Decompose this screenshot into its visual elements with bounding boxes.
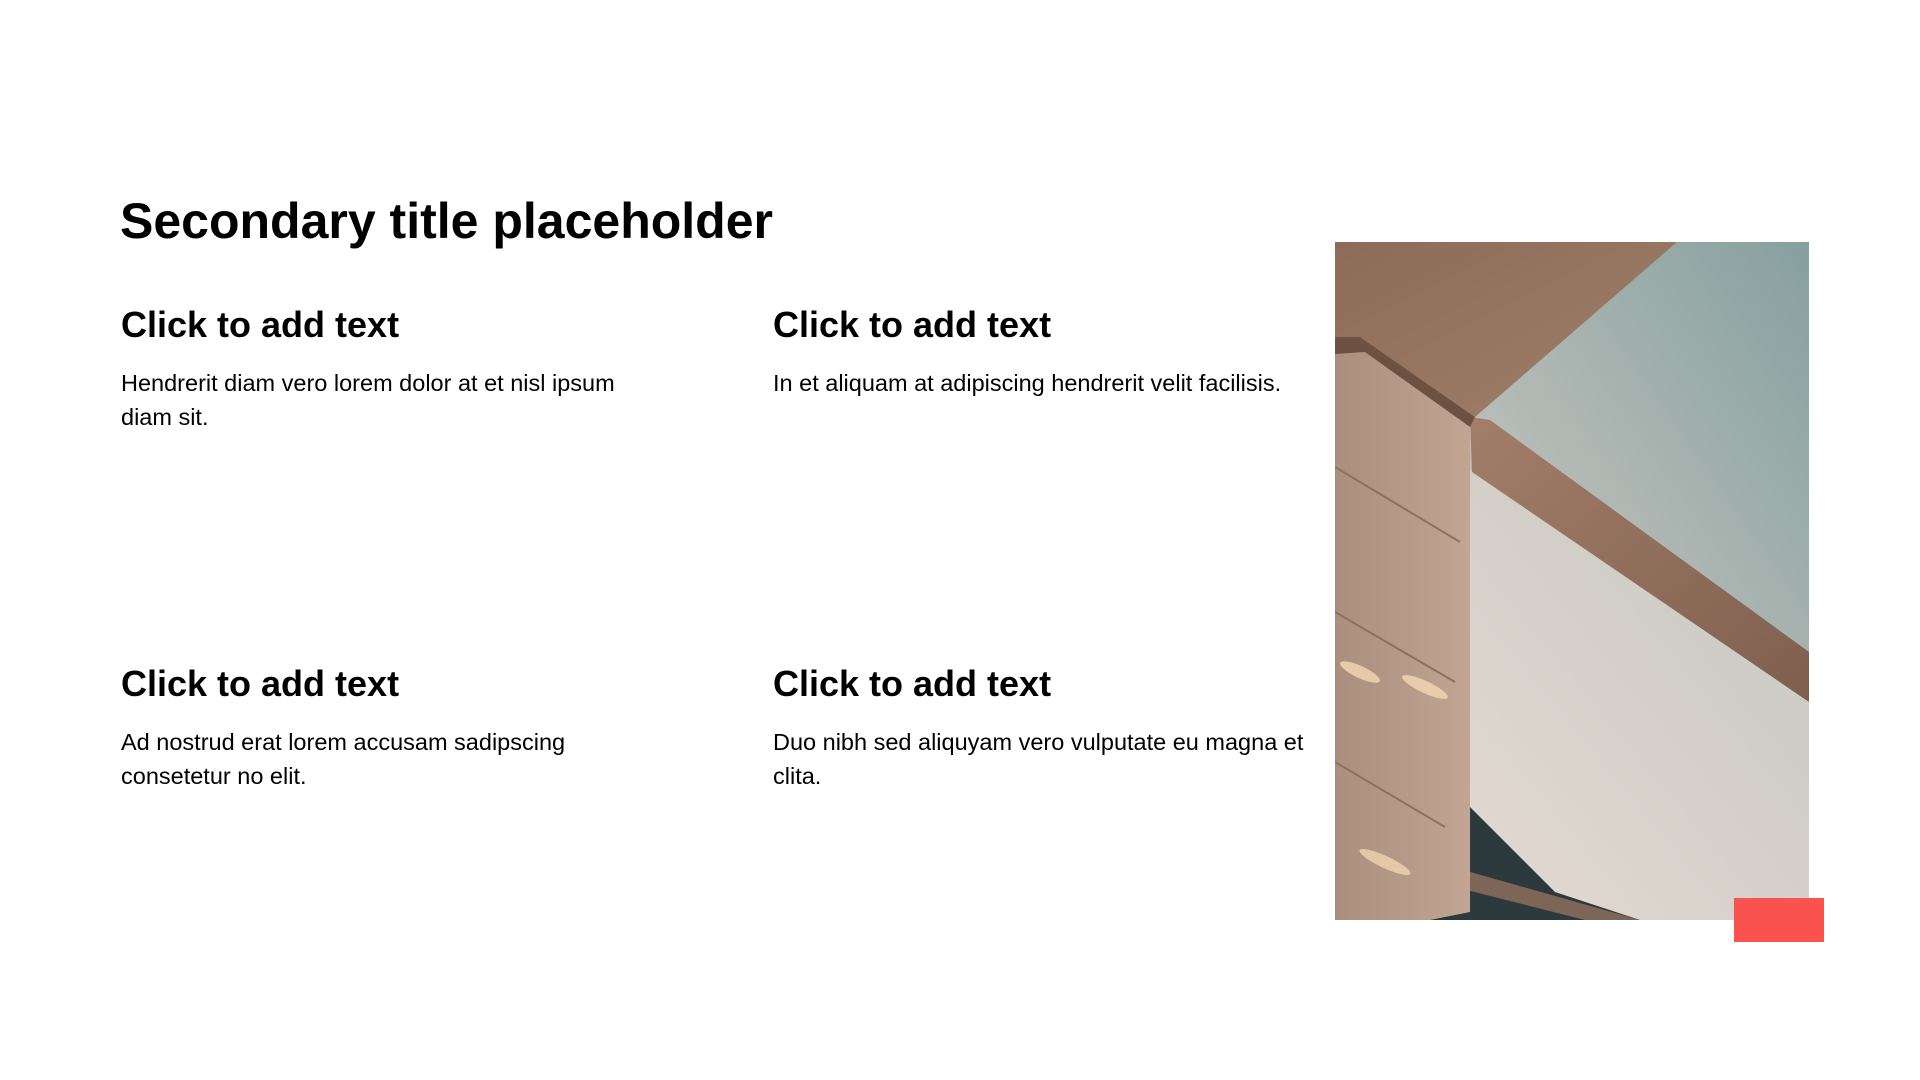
block-body[interactable]: Ad nostrud erat lorem accusam sadipscing consetetur no elit. — [121, 729, 566, 789]
accent-rectangle — [1734, 898, 1824, 942]
text-block-2[interactable] — [773, 302, 1318, 400]
block-body[interactable]: In et aliquam at adipiscing hendrerit velit facilisis. — [773, 370, 1282, 396]
block-heading[interactable]: Click to add text — [773, 663, 1052, 704]
block-heading[interactable]: Click to add text — [121, 304, 400, 345]
block-heading[interactable]: Click to add text — [121, 663, 400, 704]
block-body[interactable]: Duo nibh sed aliquyam vero vulputate eu magna et clita. — [773, 729, 1304, 789]
slide-title[interactable]: Secondary title placeholder — [120, 193, 773, 249]
architecture-photo[interactable] — [1335, 242, 1809, 920]
text-block-3[interactable] — [121, 661, 661, 793]
text-block-1[interactable] — [121, 302, 661, 434]
text-block-4[interactable] — [773, 661, 1308, 793]
block-body[interactable]: Hendrerit diam vero lorem dolor at et nisl ipsum diam sit. — [121, 370, 615, 430]
block-heading[interactable]: Click to add text — [773, 304, 1052, 345]
